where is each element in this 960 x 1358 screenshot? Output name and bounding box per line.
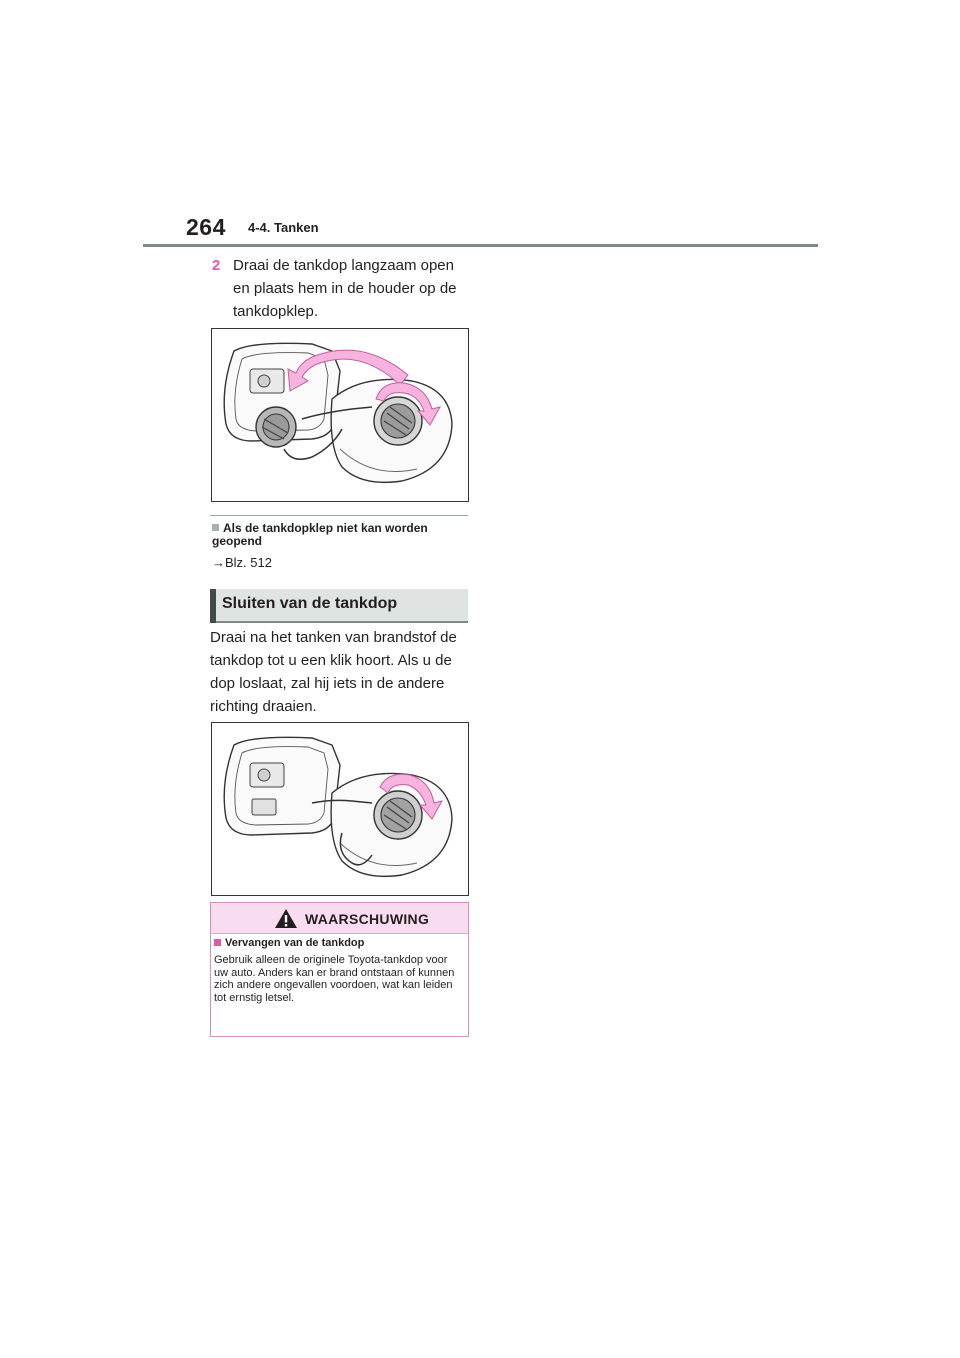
section-title: 4-4. Tanken — [248, 220, 319, 235]
step-text: Draai de tankdop langzaam open en plaats hem in de houder op de tankdopklep. — [233, 257, 457, 320]
page-reference: →Blz. 512 — [212, 555, 272, 570]
illustration-open-fuel-cap — [211, 328, 469, 502]
section-heading-box — [210, 589, 468, 623]
warning-subheading: Vervangen van de tankdop — [214, 937, 364, 949]
square-bullet-icon — [212, 524, 219, 531]
warning-header — [211, 903, 468, 934]
page-number: 264 — [186, 214, 226, 240]
warning-triangle-icon — [274, 908, 298, 929]
heading-bar — [210, 589, 216, 623]
warning-title: WAARSCHUWING — [305, 911, 430, 927]
section-heading: Sluiten van de tankdop — [222, 595, 398, 612]
closing-instructions: Draai na het tanken van brandstof de tankdop tot u een klik hoort. Als u de dop loslaat, zal hij iets in de andere richting draaien. — [210, 629, 457, 715]
square-bullet-icon — [214, 939, 221, 946]
header-rule — [143, 244, 818, 247]
divider — [210, 515, 468, 516]
illustration-close-fuel-cap — [211, 722, 469, 896]
warning-text: Gebruik alleen de originele Toyota-tankdop voor uw auto. Anders kan er brand ontstaan of kunnen zich andere ongevallen voordoen, wat kan leiden tot ernstig letsel. — [214, 954, 455, 1004]
step-2 — [212, 254, 472, 323]
step-number: 2 — [212, 257, 221, 274]
warning-box — [210, 902, 469, 1037]
note-heading: Als de tankdopklep niet kan worden geopend — [212, 521, 428, 548]
